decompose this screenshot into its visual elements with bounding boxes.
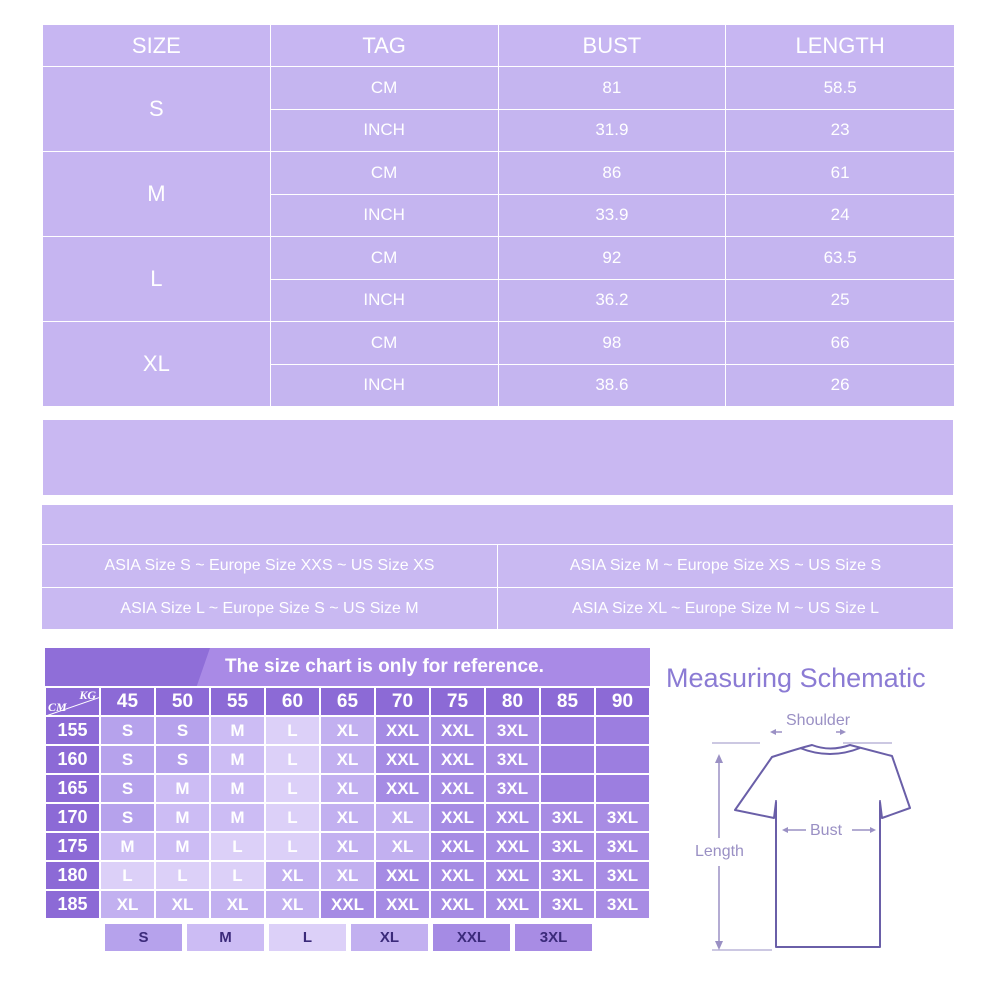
legend-chip-xl: XL: [351, 924, 428, 951]
tshirt-outline-icon: [660, 660, 960, 960]
inch-tag-cell: INCH: [271, 195, 499, 238]
size-recommendation-cell: [596, 717, 649, 744]
legend-chip-s: S: [105, 924, 182, 951]
size-recommendation-cell: XL: [376, 833, 429, 860]
conversion-header: [42, 505, 953, 545]
inch-tag-cell: INCH: [271, 280, 499, 323]
size-recommendation-cell: XXL: [321, 891, 374, 918]
size-recommendation-cell: M: [211, 775, 264, 802]
size-row: [43, 152, 954, 195]
size-recommendation-cell: 3XL: [596, 833, 649, 860]
col-header-tag: TAG: [271, 25, 499, 67]
height-row: [46, 833, 649, 860]
size-recommendation-cell: XXL: [431, 833, 484, 860]
measuring-schematic: [660, 660, 960, 960]
size-recommendation-cell: L: [266, 775, 319, 802]
size-recommendation-cell: XXL: [431, 804, 484, 831]
size-recommendation-cell: M: [156, 775, 209, 802]
size-recommendation-cell: S: [156, 746, 209, 773]
blank-band: [43, 420, 953, 495]
cm-length-cell: 61: [726, 152, 954, 195]
shoulder-label: Shoulder: [786, 712, 851, 729]
size-recommendation-cell: XXL: [431, 862, 484, 889]
size-conversion-table: [42, 505, 953, 629]
height-cm-cell: 165: [46, 775, 99, 802]
height-cm-cell: 180: [46, 862, 99, 889]
size-recommendation-cell: XXL: [431, 775, 484, 802]
size-recommendation-cell: XXL: [431, 746, 484, 773]
kg-column-header: 90: [596, 688, 649, 715]
size-recommendation-cell: XL: [321, 746, 374, 773]
size-label: S: [43, 67, 271, 152]
size-row: [43, 322, 954, 365]
size-recommendation-cell: S: [101, 804, 154, 831]
kg-header-row: [46, 688, 649, 715]
size-recommendation-cell: [596, 775, 649, 802]
kg-column-header: 75: [431, 688, 484, 715]
cm-length-cell: 66: [726, 322, 954, 365]
size-recommendation-cell: XXL: [376, 717, 429, 744]
height-cm-cell: 175: [46, 833, 99, 860]
col-header-size: SIZE: [43, 25, 271, 67]
size-recommendation-cell: XL: [156, 891, 209, 918]
height-weight-size-chart: [45, 648, 650, 951]
size-label: L: [43, 237, 271, 322]
size-recommendation-cell: M: [101, 833, 154, 860]
size-table: [43, 25, 954, 407]
size-recommendation-cell: L: [266, 746, 319, 773]
conversion-cell: ASIA Size S ~ Europe Size XXS ~ US Size XS: [42, 545, 498, 587]
inch-bust-cell: 33.9: [499, 195, 727, 238]
size-legend: [105, 924, 650, 951]
height-cm-cell: 155: [46, 717, 99, 744]
height-row: [46, 746, 649, 773]
height-cm-cell: 170: [46, 804, 99, 831]
height-row: [46, 804, 649, 831]
size-recommendation-cell: 3XL: [596, 804, 649, 831]
legend-chip-m: M: [187, 924, 264, 951]
cm-bust-cell: 81: [499, 67, 727, 110]
size-recommendation-cell: M: [211, 804, 264, 831]
conversion-cell: ASIA Size L ~ Europe Size S ~ US Size M: [42, 588, 498, 630]
size-recommendation-cell: XL: [211, 891, 264, 918]
size-recommendation-cell: M: [156, 804, 209, 831]
inch-bust-cell: 31.9: [499, 110, 727, 153]
size-recommendation-cell: XL: [266, 862, 319, 889]
height-row: [46, 862, 649, 889]
schematic-title: Measuring Schematic: [666, 663, 926, 693]
size-recommendation-cell: [541, 717, 594, 744]
bust-label: Bust: [810, 822, 843, 839]
size-recommendation-cell: XL: [101, 891, 154, 918]
cm-tag-cell: CM: [271, 322, 499, 365]
size-recommendation-cell: [541, 746, 594, 773]
size-recommendation-cell: XXL: [486, 891, 539, 918]
size-label: XL: [43, 322, 271, 407]
size-recommendation-cell: L: [101, 862, 154, 889]
conversion-row: [42, 588, 953, 630]
kg-cm-corner: [46, 688, 99, 715]
size-recommendation-cell: L: [211, 862, 264, 889]
size-recommendation-cell: S: [101, 775, 154, 802]
size-recommendation-cell: XXL: [376, 775, 429, 802]
cm-bust-cell: 98: [499, 322, 727, 365]
conversion-cell: ASIA Size XL ~ Europe Size M ~ US Size L: [571, 600, 880, 617]
cm-length-cell: 58.5: [726, 67, 954, 110]
reference-banner: [45, 648, 650, 686]
size-recommendation-cell: XL: [321, 717, 374, 744]
size-recommendation-cell: 3XL: [541, 833, 594, 860]
kg-column-header: 70: [376, 688, 429, 715]
size-recommendation-cell: XL: [266, 891, 319, 918]
size-recommendation-cell: XXL: [486, 833, 539, 860]
size-recommendation-cell: L: [266, 833, 319, 860]
size-recommendation-cell: 3XL: [541, 804, 594, 831]
inch-length-cell: 24: [726, 195, 954, 238]
size-recommendation-cell: L: [211, 833, 264, 860]
cm-bust-cell: 86: [499, 152, 727, 195]
col-header-length: LENGTH: [726, 25, 954, 67]
size-recommendation-cell: M: [211, 717, 264, 744]
col-header-bust: BUST: [499, 25, 727, 67]
size-recommendation-cell: XL: [321, 862, 374, 889]
size-recommendation-cell: 3XL: [541, 891, 594, 918]
kg-label: KG: [79, 688, 96, 702]
size-recommendation-cell: L: [156, 862, 209, 889]
size-recommendation-cell: [541, 775, 594, 802]
size-recommendation-cell: XXL: [486, 804, 539, 831]
inch-bust-cell: 38.6: [499, 365, 727, 408]
kg-column-header: 45: [101, 688, 154, 715]
kg-column-header: 60: [266, 688, 319, 715]
size-recommendation-cell: 3XL: [596, 862, 649, 889]
size-recommendation-cell: L: [266, 804, 319, 831]
inch-length-cell: 25: [726, 280, 954, 323]
size-label: M: [43, 152, 271, 237]
size-recommendation-cell: 3XL: [486, 746, 539, 773]
size-recommendation-cell: S: [156, 717, 209, 744]
size-recommendation-cell: L: [266, 717, 319, 744]
size-recommendation-cell: 3XL: [596, 891, 649, 918]
size-recommendation-cell: 3XL: [486, 717, 539, 744]
banner-accent: [45, 648, 210, 686]
kg-column-header: 80: [486, 688, 539, 715]
height-cm-cell: 160: [46, 746, 99, 773]
legend-chip-3xl: 3XL: [515, 924, 592, 951]
size-recommendation-cell: 3XL: [486, 775, 539, 802]
size-recommendation-cell: M: [211, 746, 264, 773]
size-recommendation-cell: XXL: [486, 862, 539, 889]
kg-column-header: 85: [541, 688, 594, 715]
kg-column-header: 50: [156, 688, 209, 715]
height-row: [46, 891, 649, 918]
length-label: Length: [695, 843, 744, 860]
size-recommendation-cell: XL: [376, 804, 429, 831]
size-recommendation-cell: XXL: [376, 891, 429, 918]
size-table-header-row: [43, 25, 954, 67]
cm-tag-cell: CM: [271, 152, 499, 195]
kg-column-header: 55: [211, 688, 264, 715]
kg-cm-table: [44, 686, 651, 920]
inch-length-cell: 26: [726, 365, 954, 408]
legend-chip-xxl: XXL: [433, 924, 510, 951]
height-row: [46, 775, 649, 802]
size-recommendation-cell: XL: [321, 804, 374, 831]
cm-bust-cell: 92: [499, 237, 727, 280]
inch-tag-cell: INCH: [271, 365, 499, 408]
conversion-cell: ASIA Size M ~ Europe Size XS ~ US Size S: [569, 557, 882, 574]
size-recommendation-cell: XXL: [376, 746, 429, 773]
height-row: [46, 717, 649, 744]
size-recommendation-cell: XXL: [431, 891, 484, 918]
cm-label: CM: [48, 700, 67, 714]
size-row: [43, 237, 954, 280]
conversion-row: [42, 545, 953, 588]
cm-tag-cell: CM: [271, 67, 499, 110]
legend-chip-l: L: [269, 924, 346, 951]
size-recommendation-cell: XXL: [376, 862, 429, 889]
size-row: [43, 67, 954, 110]
height-cm-cell: 185: [46, 891, 99, 918]
reference-note: The size chart is only for reference.: [225, 656, 544, 677]
inch-length-cell: 23: [726, 110, 954, 153]
size-recommendation-cell: [596, 746, 649, 773]
size-recommendation-cell: XL: [321, 775, 374, 802]
size-recommendation-cell: 3XL: [541, 862, 594, 889]
size-recommendation-cell: XL: [321, 833, 374, 860]
inch-bust-cell: 36.2: [499, 280, 727, 323]
cm-length-cell: 63.5: [726, 237, 954, 280]
size-recommendation-cell: XXL: [431, 717, 484, 744]
cm-tag-cell: CM: [271, 237, 499, 280]
inch-tag-cell: INCH: [271, 110, 499, 153]
kg-column-header: 65: [321, 688, 374, 715]
size-recommendation-cell: S: [101, 746, 154, 773]
size-recommendation-cell: S: [101, 717, 154, 744]
size-recommendation-cell: M: [156, 833, 209, 860]
